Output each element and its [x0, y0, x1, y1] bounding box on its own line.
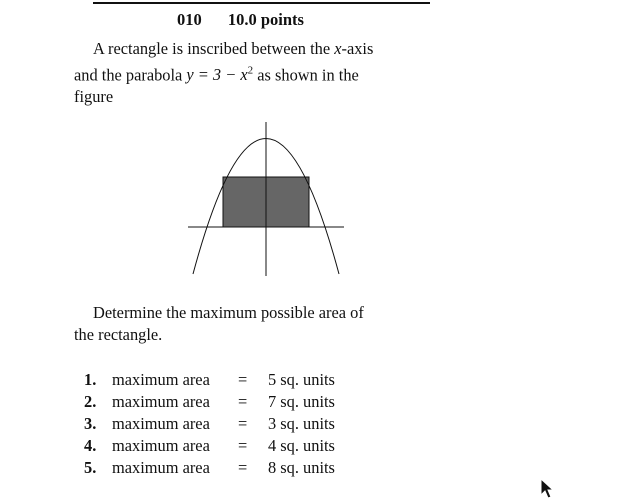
choice-2[interactable] — [84, 391, 335, 413]
statement-line-2: and the parabola $y = 3 - x^2$ as shown in the — [74, 65, 359, 85]
choice-label: maximum area — [112, 436, 210, 455]
statement-line-1: A rectangle is inscribed between the x-axis — [93, 39, 374, 58]
choice-number: 1. — [84, 370, 97, 389]
choice-number: 5. — [84, 458, 97, 477]
question-line-2: the rectangle. — [74, 325, 163, 344]
choice-answer: 8 sq. units — [268, 458, 335, 477]
choice-label: maximum area — [112, 458, 210, 477]
top-rule — [93, 2, 430, 4]
problem-header — [177, 10, 304, 30]
problem-statement — [74, 38, 444, 108]
choice-label: maximum area — [112, 370, 210, 389]
choice-answer: 7 sq. units — [268, 392, 335, 411]
question-line-1: Determine the maximum possible area of — [93, 303, 364, 322]
choice-4[interactable] — [84, 435, 335, 457]
problem-points: 10.0 points — [227, 10, 304, 29]
choice-number: 3. — [84, 414, 97, 433]
parabola-equation: $y = 3 - x^2$ — [186, 65, 254, 85]
choice-answer: 4 sq. units — [268, 436, 335, 455]
choice-equals: = — [238, 370, 248, 389]
parabola-diagram — [180, 118, 352, 278]
question-text — [74, 302, 444, 346]
choice-answer: 3 sq. units — [268, 414, 335, 433]
choice-equals: = — [238, 458, 248, 477]
choice-number: 4. — [84, 436, 97, 455]
choice-number: 2. — [84, 392, 97, 411]
problem-number: 010 — [177, 10, 202, 29]
choice-3[interactable] — [84, 413, 335, 435]
choice-label: maximum area — [112, 392, 210, 411]
choice-1[interactable] — [84, 369, 335, 391]
choice-answer: 5 sq. units — [268, 370, 335, 389]
answer-choices — [84, 369, 335, 479]
parabola-figure — [180, 118, 352, 278]
choice-label: maximum area — [112, 414, 210, 433]
choice-equals: = — [238, 414, 248, 433]
choice-equals: = — [238, 436, 248, 455]
choice-equals: = — [238, 392, 248, 411]
choice-5[interactable] — [84, 457, 335, 479]
statement-line-3: figure — [74, 87, 114, 107]
arrow-cursor-icon — [540, 478, 556, 504]
x-variable: x — [334, 39, 342, 58]
